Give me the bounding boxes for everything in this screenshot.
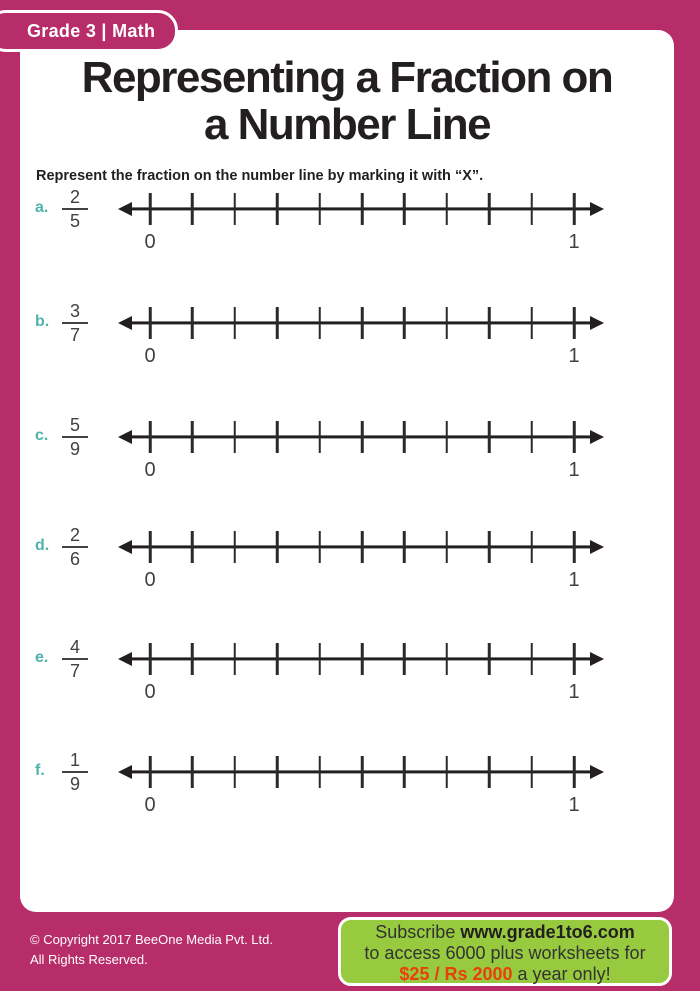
tick-mark xyxy=(403,756,406,788)
tick-mark xyxy=(276,756,279,788)
start-label: 0 xyxy=(144,569,156,591)
tick-mark xyxy=(234,421,237,453)
fraction-denominator: 9 xyxy=(62,436,88,459)
fraction-denominator: 9 xyxy=(62,771,88,794)
fraction-numerator: 1 xyxy=(69,750,80,770)
subscribe-url[interactable]: www.grade1to6.com xyxy=(460,922,635,942)
fraction xyxy=(62,525,88,569)
tick-mark xyxy=(446,193,449,225)
tick-mark xyxy=(530,421,533,453)
tick-mark xyxy=(318,193,321,225)
arrowhead-left-icon xyxy=(118,430,132,444)
tick-mark xyxy=(530,307,533,339)
tick-mark xyxy=(234,643,237,675)
tick-area xyxy=(150,531,574,563)
tick-mark xyxy=(573,421,576,453)
number-line[interactable] xyxy=(119,192,603,253)
problem-row-e xyxy=(20,619,674,709)
arrowhead-right-icon xyxy=(590,652,604,666)
tick-mark xyxy=(488,756,491,788)
end-label: 1 xyxy=(568,459,580,481)
tick-mark xyxy=(149,643,152,675)
tick-mark xyxy=(318,756,321,788)
tick-mark xyxy=(446,421,449,453)
number-line[interactable] xyxy=(119,530,603,591)
tick-mark xyxy=(530,756,533,788)
problem-letter: b. xyxy=(35,313,50,330)
end-label: 1 xyxy=(568,681,580,703)
tick-area xyxy=(150,421,574,453)
subscribe-suffix: a year only! xyxy=(512,964,611,984)
tick-mark xyxy=(403,421,406,453)
tick-mark xyxy=(361,643,364,675)
arrowhead-right-icon xyxy=(590,316,604,330)
problem-row-f xyxy=(20,732,674,822)
problem-letter: f. xyxy=(35,762,45,779)
tick-area xyxy=(150,307,574,339)
subscribe-banner xyxy=(338,917,672,986)
grade-badge-label: Grade 3 | Math xyxy=(27,20,156,41)
tick-mark xyxy=(149,531,152,563)
subscribe-prefix: Subscribe xyxy=(375,922,461,942)
arrowhead-left-icon xyxy=(118,765,132,779)
title-line2: a Number Line xyxy=(203,100,491,149)
number-line[interactable] xyxy=(119,420,603,481)
title-line1: Representing a Fraction on xyxy=(81,53,613,102)
number-line[interactable] xyxy=(119,642,603,703)
tick-mark xyxy=(403,531,406,563)
tick-mark xyxy=(361,421,364,453)
problem-letter: c. xyxy=(35,427,49,444)
fraction-numerator: 2 xyxy=(69,187,80,207)
arrowhead-left-icon xyxy=(118,652,132,666)
tick-area xyxy=(150,756,574,788)
tick-mark xyxy=(488,307,491,339)
tick-mark xyxy=(276,531,279,563)
tick-mark xyxy=(361,307,364,339)
tick-mark xyxy=(403,307,406,339)
tick-mark xyxy=(446,756,449,788)
tick-mark xyxy=(149,421,152,453)
tick-mark xyxy=(488,643,491,675)
fraction xyxy=(62,750,88,794)
tick-mark xyxy=(191,307,194,339)
tick-mark xyxy=(403,193,406,225)
tick-mark xyxy=(234,307,237,339)
copyright-line1: © Copyright 2017 BeeOne Media Pvt. Ltd. xyxy=(30,932,273,947)
problem-row-d xyxy=(20,507,674,597)
start-label: 0 xyxy=(144,231,156,253)
tick-mark xyxy=(149,193,152,225)
arrowhead-left-icon xyxy=(118,540,132,554)
tick-mark xyxy=(573,643,576,675)
tick-mark xyxy=(361,193,364,225)
tick-mark xyxy=(530,193,533,225)
tick-mark xyxy=(149,756,152,788)
tick-mark xyxy=(234,531,237,563)
tick-mark xyxy=(488,421,491,453)
tick-mark xyxy=(318,531,321,563)
arrowhead-right-icon xyxy=(590,202,604,216)
start-label: 0 xyxy=(144,459,156,481)
problem-letter: e. xyxy=(35,649,49,666)
subscribe-line2: to access 6000 plus worksheets for xyxy=(364,943,646,963)
tick-mark xyxy=(191,531,194,563)
number-line[interactable] xyxy=(119,306,603,367)
fraction-denominator: 6 xyxy=(62,546,88,569)
fraction-numerator: 3 xyxy=(69,301,80,321)
fraction-numerator: 4 xyxy=(69,637,80,657)
tick-area xyxy=(150,643,574,675)
tick-mark xyxy=(276,643,279,675)
problem-row-c xyxy=(20,397,674,487)
fraction-denominator: 7 xyxy=(62,658,88,681)
tick-mark xyxy=(488,531,491,563)
tick-area xyxy=(150,193,574,225)
arrowhead-right-icon xyxy=(590,430,604,444)
tick-mark xyxy=(403,643,406,675)
tick-mark xyxy=(446,307,449,339)
arrowhead-right-icon xyxy=(590,540,604,554)
end-label: 1 xyxy=(568,231,580,253)
tick-mark xyxy=(488,193,491,225)
tick-mark xyxy=(361,531,364,563)
subscribe-line3 xyxy=(341,964,669,985)
arrowhead-left-icon xyxy=(118,316,132,330)
tick-mark xyxy=(446,531,449,563)
tick-mark xyxy=(573,531,576,563)
end-label: 1 xyxy=(568,794,580,816)
end-label: 1 xyxy=(568,569,580,591)
start-label: 0 xyxy=(144,681,156,703)
grade-badge xyxy=(0,10,178,52)
start-label: 0 xyxy=(144,794,156,816)
fraction-denominator: 7 xyxy=(62,322,88,345)
fraction xyxy=(62,637,88,681)
tick-mark xyxy=(573,193,576,225)
fraction xyxy=(62,415,88,459)
tick-mark xyxy=(276,307,279,339)
tick-mark xyxy=(318,643,321,675)
tick-mark xyxy=(530,531,533,563)
tick-mark xyxy=(276,421,279,453)
tick-mark xyxy=(191,421,194,453)
tick-mark xyxy=(234,756,237,788)
start-label: 0 xyxy=(144,345,156,367)
fraction-numerator: 2 xyxy=(69,525,80,545)
subscribe-price: $25 / Rs 2000 xyxy=(399,964,513,984)
fraction xyxy=(62,301,88,345)
tick-mark xyxy=(318,307,321,339)
number-line[interactable] xyxy=(119,755,603,816)
problem-letter: d. xyxy=(35,537,50,554)
tick-mark xyxy=(191,756,194,788)
end-label: 1 xyxy=(568,345,580,367)
tick-mark xyxy=(191,193,194,225)
tick-mark xyxy=(191,643,194,675)
instruction-text: Represent the fraction on the number line by marking it with “X”. xyxy=(36,168,484,184)
problem-row-a xyxy=(20,169,674,259)
fraction-numerator: 5 xyxy=(69,415,80,435)
fraction-denominator: 5 xyxy=(62,208,88,231)
arrowhead-left-icon xyxy=(118,202,132,216)
copyright-line2: All Rights Reserved. xyxy=(30,952,148,967)
tick-mark xyxy=(276,193,279,225)
tick-mark xyxy=(149,307,152,339)
subscribe-line1 xyxy=(341,922,669,943)
arrowhead-right-icon xyxy=(590,765,604,779)
tick-mark xyxy=(573,756,576,788)
tick-mark xyxy=(573,307,576,339)
tick-mark xyxy=(234,193,237,225)
tick-mark xyxy=(530,643,533,675)
problem-letter: a. xyxy=(35,199,49,216)
fraction xyxy=(62,187,88,231)
worksheet-card xyxy=(20,30,674,912)
problem-row-b xyxy=(20,283,674,373)
tick-mark xyxy=(318,421,321,453)
tick-mark xyxy=(361,756,364,788)
tick-mark xyxy=(446,643,449,675)
copyright xyxy=(30,930,273,970)
